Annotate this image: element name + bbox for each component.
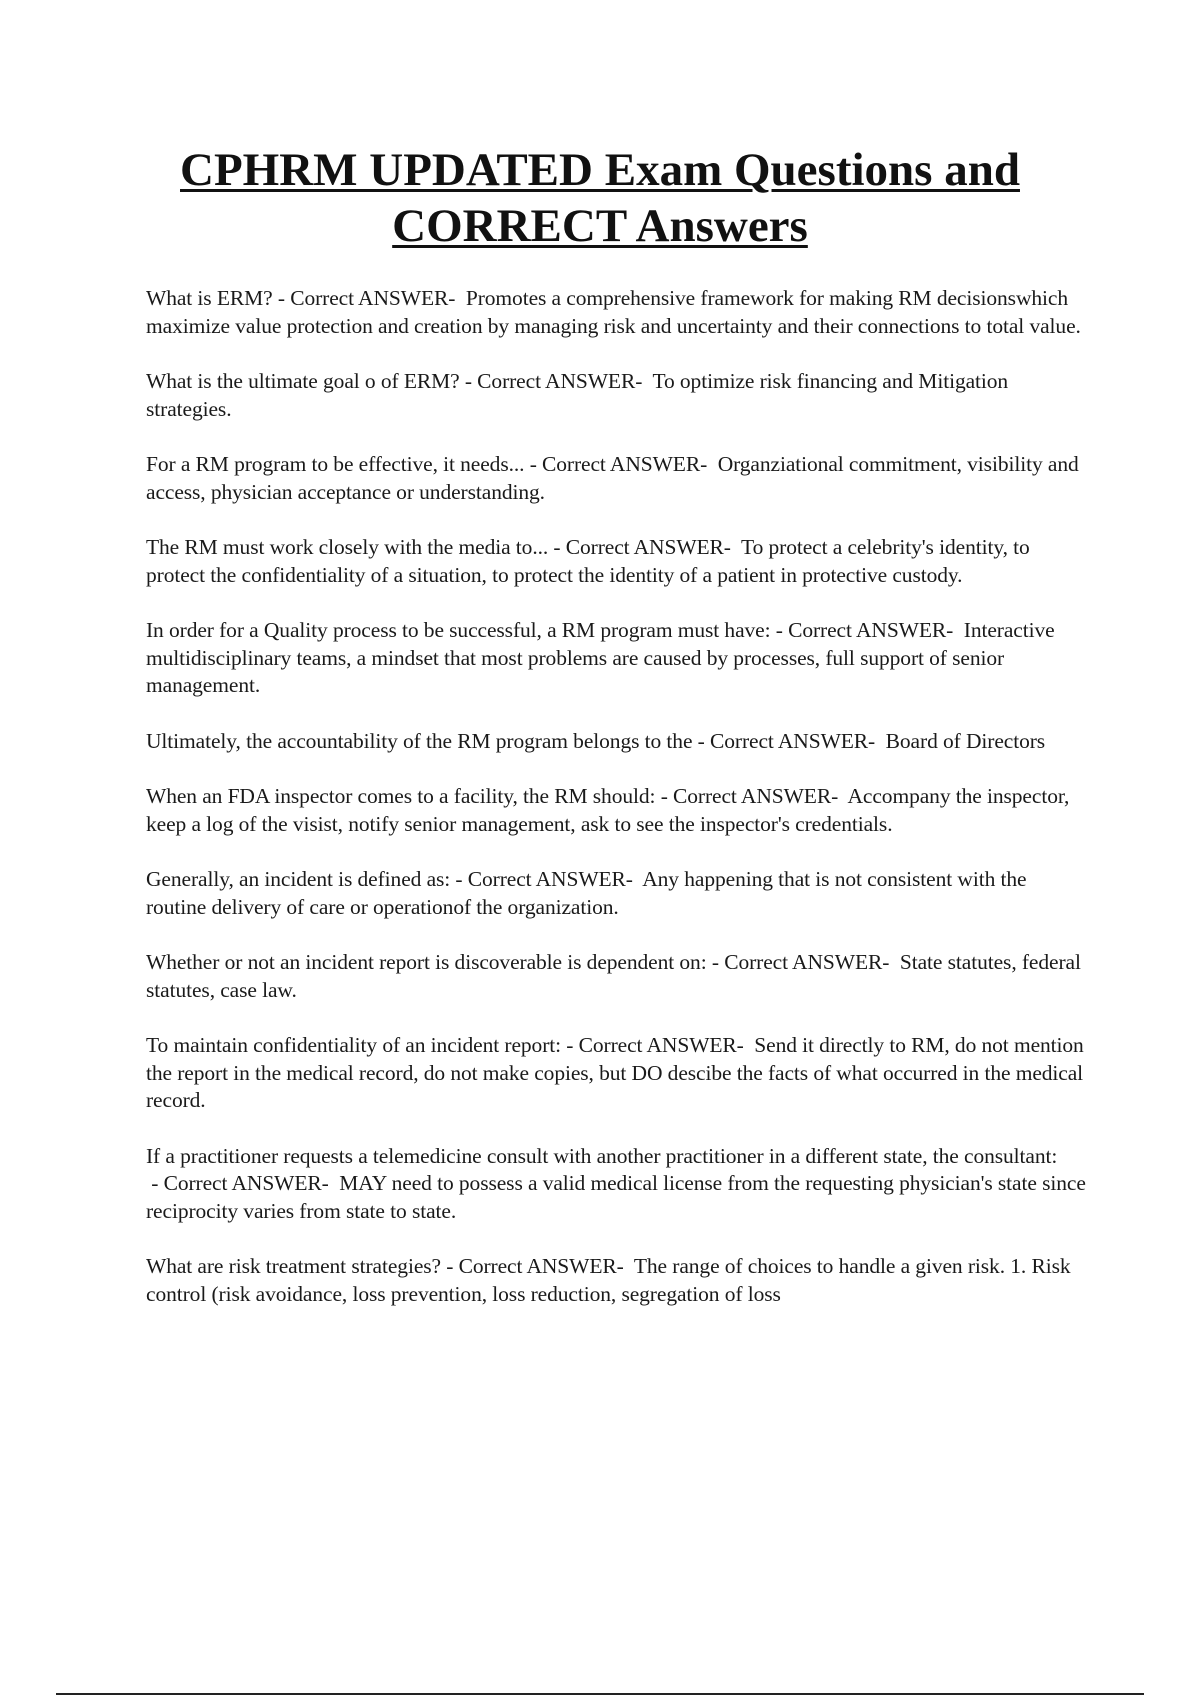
answer-text: Board of Directors (885, 728, 1046, 753)
qa-item (146, 866, 1086, 921)
answer-text: Interactive multidisciplinary teams, a mindset that most problems are caused by processes, full support of senior management. (146, 618, 1055, 697)
answer-text: Promotes a comprehensive framework for making RM decisionswhich maximize value protection and creation by managing risk and uncertainty and their connections to total value. (146, 286, 1081, 338)
question-text: To maintain confidentiality of an incident report: (146, 1033, 562, 1057)
answer-text: State statutes, federal statutes, case law. (146, 950, 1081, 1002)
question-text: What is ERM? (146, 286, 273, 310)
answer-text: Accompany the inspector, keep a log of the visist, notify senior management, ask to see the inspector's credentials. (146, 784, 1070, 836)
footer-divider (56, 1693, 1144, 1695)
answer-text: MAY need to possess a valid medical license from the requesting physician's state since reciprocity varies from state to state. (146, 1171, 1086, 1223)
question-text: The RM must work closely with the media to... (146, 535, 549, 559)
question-text: What is the ultimate goal o of ERM? (146, 369, 460, 393)
question-text: If a practitioner requests a telemedicine consult with another practitioner in a different state, the consultant: (146, 1143, 1058, 1168)
qa-item (146, 617, 1086, 700)
question-text: In order for a Quality process to be successful, a RM program must have: (146, 618, 771, 642)
answer-marker: - Correct ANSWER- (561, 1033, 755, 1057)
answer-text: To protect a celebrity's identity, to protect the confidentiality of a situation, to protect the identity of a patient in protective custody. (146, 535, 1030, 587)
question-text: Generally, an incident is defined as: (146, 867, 451, 891)
qa-item (146, 783, 1086, 838)
answer-marker: - Correct ANSWER- (548, 535, 742, 559)
answer-text: The range of choices to handle a given risk. 1. Risk control (risk avoidance, loss prevention, loss reduction, segregation of loss (146, 1254, 1071, 1306)
question-text: Ultimately, the accountability of the RM program belongs to the (146, 728, 693, 753)
page-title: CPHRM UPDATED Exam Questions and CORRECT Answers (180, 144, 1020, 252)
qa-list (146, 285, 1086, 1336)
qa-item (146, 1143, 1086, 1226)
qa-item (146, 1253, 1086, 1308)
answer-marker: - Correct ANSWER- (655, 784, 848, 808)
qa-item (146, 1032, 1086, 1115)
answer-marker: - Correct ANSWER- (524, 452, 718, 476)
answer-marker: - Correct ANSWER- (706, 950, 900, 974)
answer-marker: - Correct ANSWER- (692, 728, 886, 753)
question-text: When an FDA inspector comes to a facility, the RM should: (146, 784, 656, 808)
answer-text: Any happening that is not consistent with the routine delivery of care or operationof the organization. (146, 867, 1027, 919)
qa-item (146, 368, 1086, 423)
answer-marker: - Correct ANSWER- (459, 369, 653, 393)
qa-item (146, 451, 1086, 506)
answer-marker: - Correct ANSWER- (450, 867, 643, 891)
qa-item (146, 728, 1086, 756)
answer-marker: - Correct ANSWER- (440, 1254, 634, 1278)
answer-marker: - Correct ANSWER- (770, 618, 964, 642)
question-text: Whether or not an incident report is discoverable is dependent on: (146, 950, 707, 974)
answer-marker: - Correct ANSWER- (146, 1171, 340, 1195)
qa-item (146, 534, 1086, 589)
answer-text: To optimize risk financing and Mitigation strategies. (146, 369, 1009, 421)
qa-item (146, 285, 1086, 340)
question-text: For a RM program to be effective, it needs... (146, 452, 525, 476)
qa-item (146, 949, 1086, 1004)
answer-text: Organziational commitment, visibility and access, physician acceptance or understanding. (146, 452, 1079, 504)
question-text: What are risk treatment strategies? (146, 1254, 441, 1278)
answer-marker: - Correct ANSWER- (272, 286, 466, 310)
answer-text: Send it directly to RM, do not mention the report in the medical record, do not make copies, but DO descibe the facts of what occurred in the medical record. (146, 1033, 1084, 1112)
